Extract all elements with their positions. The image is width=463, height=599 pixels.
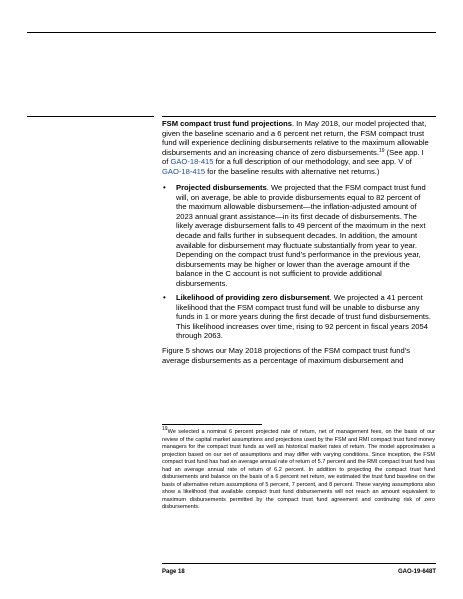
section-rule-right bbox=[162, 116, 436, 117]
lead-heading: FSM compact trust fund projections bbox=[162, 119, 292, 128]
closing-paragraph: Figure 5 shows our May 2018 projections of the FSM compact trust fund’s average disbursements as a percentage of maximum disbursement and bbox=[162, 346, 411, 365]
bullet-zero-disbursement bbox=[162, 293, 432, 341]
lead-text-4: for the baseline results with alternative net returns.) bbox=[205, 166, 380, 176]
report-number: GAO-19-648T bbox=[397, 569, 436, 575]
lead-text-3: for a full description of our methodology, and see app. V of bbox=[213, 157, 412, 167]
bullet-heading: Likelihood of providing zero disbursement bbox=[176, 293, 330, 303]
footnote-text: We selected a nominal 6 percent projected rate of return, net of management fees, on the basis of our review of the capital market assumptions and projections used by the FSM and RMI compact trust fund money managers for the compact trust funds as well as historical market rates of return. The model approximates a projection based on our set of assumptions and may differ with varying conditions. Since inception, the FSM compact trust fund has had an average annual rate of return of 5.7 percent and the RMI compact trust fund has had an average annual rate of return of 6.2 percent. In addition to projecting the compact trust fund disbursements and balance on the basis of a 6 percent net return, we estimated the trust fund baseline on the basis of alternative return assumptions of 5 percent, 7 percent, and 8 percent. These varying assumptions also show a likelihood that available compact trust fund disbursements will not reach an amount equivalent to maximum disbursements permitted by the compact trust fund agreement and continuing risk of zero disbursements. bbox=[162, 429, 435, 510]
bullet-projected-disbursements bbox=[162, 183, 432, 288]
lead-text-2: (See app. I of bbox=[162, 147, 424, 167]
bullet-icon: • bbox=[163, 293, 166, 303]
bullet-icon: • bbox=[163, 183, 166, 193]
section-rule-left bbox=[27, 116, 154, 117]
lead-text: . In May 2018, our model projected that, given the baseline scenario and a 6 percent net return, the FSM compact trust fund will experience declining disbursements relative to the maximum allowable disbursements and an increasing chance of zero disbursements. bbox=[162, 119, 429, 157]
footnote bbox=[162, 426, 435, 512]
header-rule bbox=[27, 32, 436, 33]
report-link-1[interactable]: GAO-18-415 bbox=[170, 157, 214, 167]
footnote-number: 19 bbox=[162, 426, 168, 432]
footnote-reference[interactable]: 19 bbox=[378, 147, 385, 154]
footnote-rule bbox=[162, 424, 262, 425]
report-link-2[interactable]: GAO-18-415 bbox=[162, 166, 206, 176]
intro-paragraph bbox=[162, 119, 432, 176]
page-number: Page 18 bbox=[162, 569, 185, 575]
bullet-text: . We projected that the FSM compact trust fund will, on average, be able to provide disbursements equal to 82 percent of the maximum allowable disbursement—the inflation-adjusted amount of 2023 annual grant assistance—in its first decade of disbursements. The likely average disbursement falls to 49 percent of the maximum in the next decade and falls further in subsequent decades. In addition, the amount available for disbursement may fluctuate substantially from year to year. Depending on the compact trust fund’s performance in the previous year, disbursements may be higher or lower than the average amount if the balance in the C account is not sufficient to provide additional disbursements. bbox=[176, 183, 426, 288]
bullet-text: . We projected a 41 percent likelihood that the FSM compact trust fund will be unable to disburse any funds in 1 or more years during the first decade of trust fund disbursements. This likelihood increases over time, rising to 92 percent in fiscal years 2054 through 2063. bbox=[176, 293, 431, 341]
bullet-list bbox=[162, 183, 432, 341]
bullet-heading: Projected disbursements bbox=[176, 183, 267, 193]
body-content bbox=[162, 119, 432, 365]
footer-rule bbox=[162, 563, 436, 564]
